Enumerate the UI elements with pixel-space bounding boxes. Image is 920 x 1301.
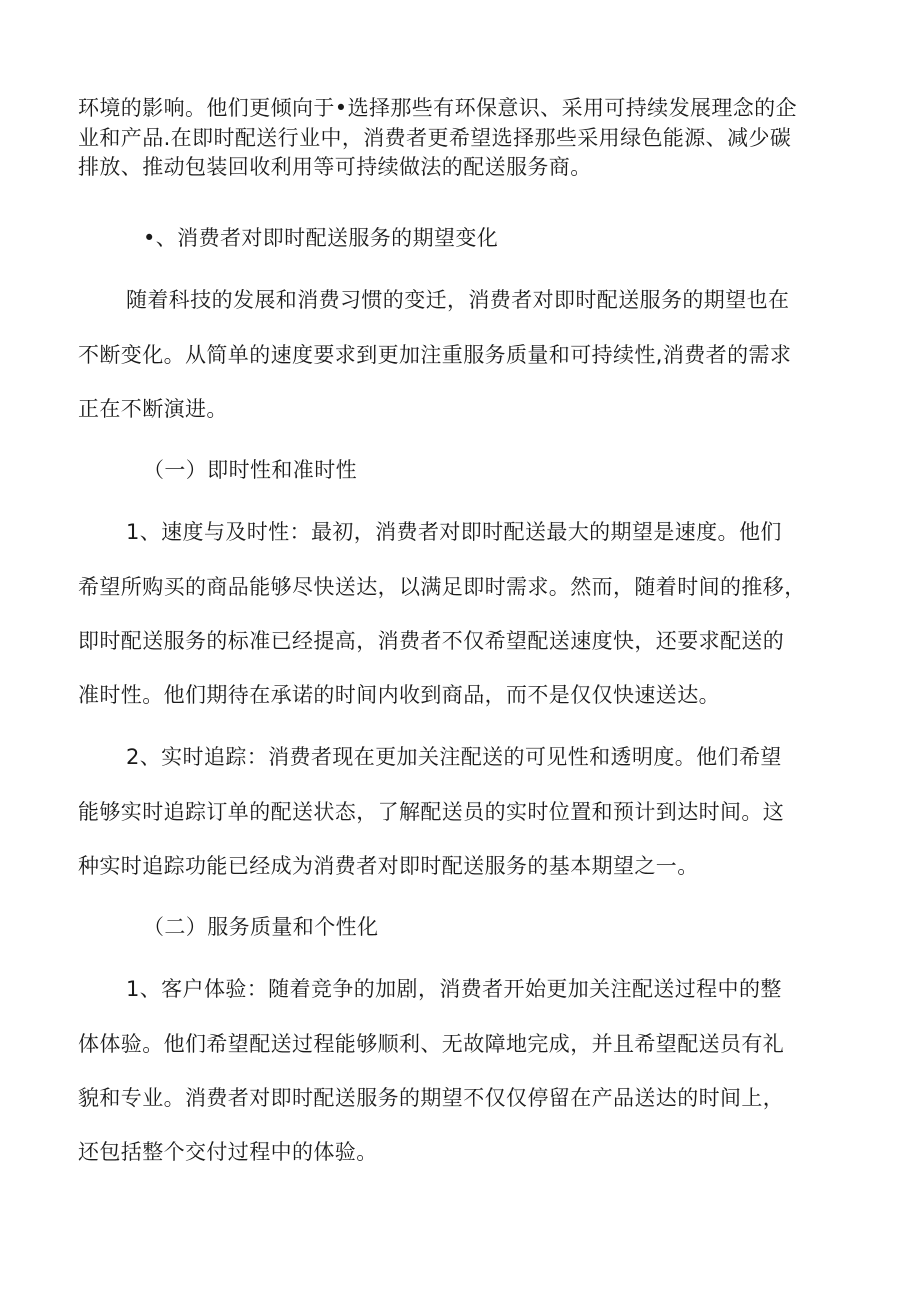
item-1-1-line-2: 希望所购买的商品能够尽快送达，以满足即时需求。然而，随着时间的推移，: [78, 575, 806, 599]
para-overview-line-3: 正在不断演进。: [78, 397, 228, 421]
item-1-2-line-1: 2、实时追踪：消费者现在更加关注配送的可见性和透明度。他们希望: [126, 745, 782, 769]
para-overview-line-2: 不断变化。从简单的速度要求到更加注重服务质量和可持续性,消费者的需求: [78, 343, 792, 367]
para-intro-line-1: 环境的影响。他们更倾向于•选择那些有环保意识、采用可持续发展理念的企: [78, 96, 797, 120]
section-heading: •、消费者对即时配送服务的期望变化: [143, 226, 499, 250]
item-1-1-line-4: 准时性。他们期待在承诺的时间内收到商品，而不是仅仅快速送达。: [78, 683, 720, 707]
para-intro-line-3: 排放、推动包装回收利用等可持续做法的配送服务商。: [78, 155, 592, 179]
item-2-1-line-3: 貌和专业。消费者对即时配送服务的期望不仅仅停留在产品送达的时间上，: [78, 1086, 785, 1110]
item-1-2-line-3: 种实时追踪功能已经成为消费者对即时配送服务的基本期望之一。: [78, 854, 699, 878]
item-1-1-line-3: 即时配送服务的标准已经提高，消费者不仅希望配送速度快，还要求配送的: [78, 629, 785, 653]
item-1-1-line-1: 1、速度与及时性：最初，消费者对即时配送最大的期望是速度。他们: [126, 520, 782, 544]
item-2-1-line-2: 体体验。他们希望配送过程能够顺利、无故障地完成，并且希望配送员有礼: [78, 1032, 785, 1056]
para-overview-line-1: 随着科技的发展和消费习惯的变迁，消费者对即时配送服务的期望也在: [126, 288, 790, 312]
para-intro-line-2: 业和产品.在即时配送行业中，消费者更希望选择那些采用绿色能源、减少碳: [78, 126, 792, 150]
item-2-1-line-4: 还包括整个交付过程中的体验。: [78, 1140, 378, 1164]
subheading-2: （二）服务质量和个性化: [143, 915, 379, 939]
item-1-2-line-2: 能够实时追踪订单的配送状态，了解配送员的实时位置和预计到达时间。这: [78, 800, 785, 824]
item-2-1-line-1: 1、客户体验：随着竞争的加剧，消费者开始更加关注配送过程中的整: [126, 977, 782, 1001]
subheading-1: （一）即时性和准时性: [143, 458, 357, 482]
